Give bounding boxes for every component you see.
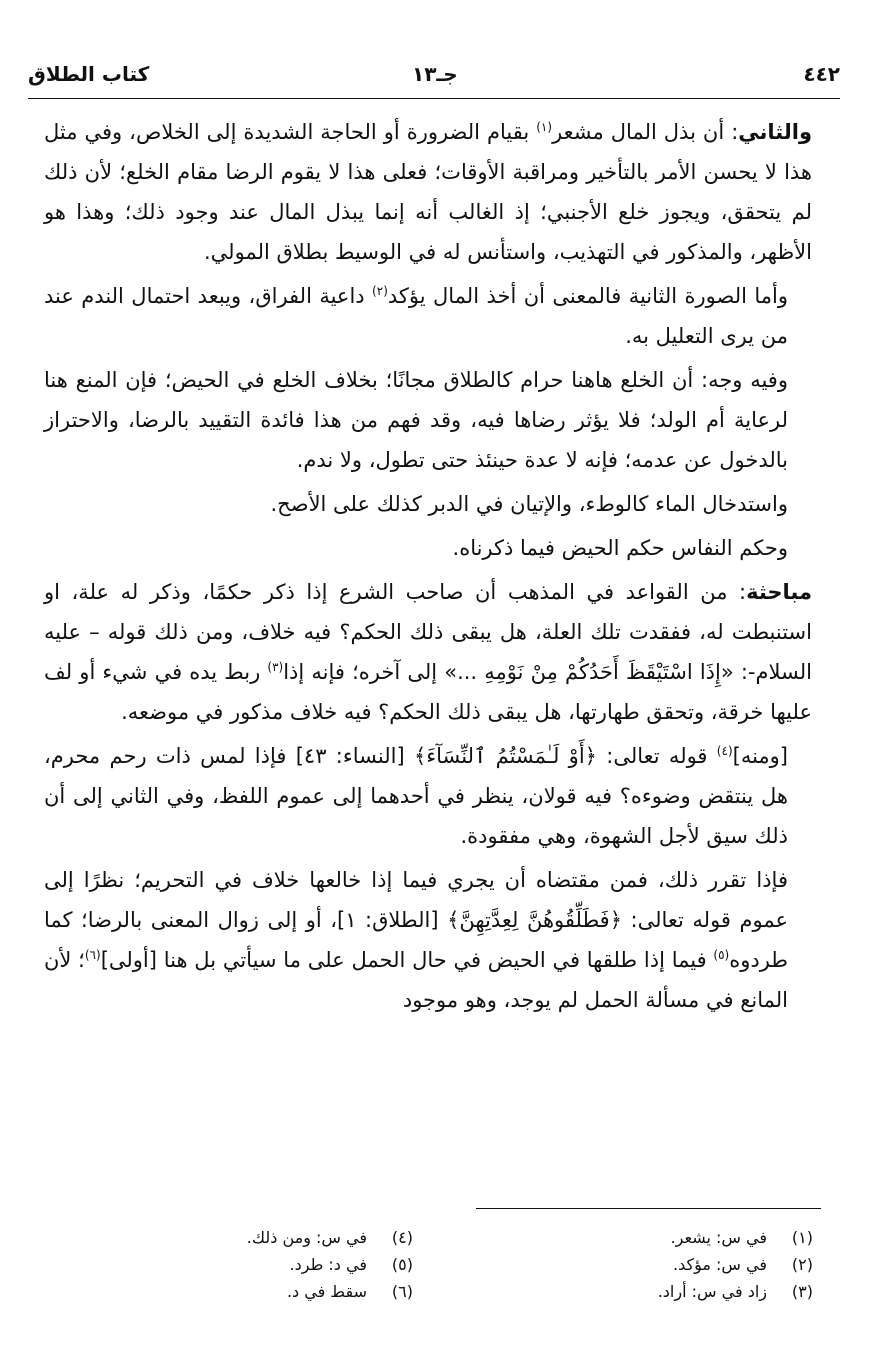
footnote-ref: (٦) (84, 948, 101, 962)
book-title: كتاب الطلاق (28, 62, 150, 86)
paragraph-text: وحكم النفاس حكم الحيض فيما ذكرناه. (452, 536, 788, 560)
page-number: ٤٤٢ (803, 62, 840, 86)
paragraph-lead: والثاني (738, 120, 813, 144)
footnote-text: في س: مؤكد. (672, 1255, 767, 1274)
footnote-ref: (٢) (372, 284, 388, 298)
footnote-number: (٢) (791, 1255, 813, 1274)
paragraph (44, 484, 812, 524)
paragraph-text: وفيه وجه: أن الخلع هاهنا حرام كالطلاق مجانًا؛ بخلاف الخلع في الحيض؛ فإن المنع هنا لرعاية أم الولد؛ فلا يؤثر رضاها فيه، وقد فهم من هذا فائدة التقييد بالرضا، والاحتراز بالدخول عن عدمه؛ فإنه لا عدة حينئذ حتى تطول، ولا ندم. (44, 368, 788, 472)
paragraph-text: قوله تعالى: ﴿أَوْ لَـٰمَسْتُمُ ٱلنِّسَآءَ﴾ [النساء: ٤٣] فإذا لمس ذات رحم محرم، هل ينتقض وضوءه؟ فيه قولان، ينظر في أحدهما إلى عموم اللفظ، وفي الثاني إلى أن ذلك سيق لأجل الشهوة، وهي مفقودة. (44, 744, 788, 848)
paragraph (44, 276, 812, 356)
footnote-text: في س: ومن ذلك. (246, 1228, 367, 1247)
footnote (153, 1224, 413, 1251)
paragraph-text: فيما إذا طلقها في الحيض في حال الحمل على ما سيأتي بل هنا [أولى] (100, 948, 714, 972)
main-text (44, 112, 812, 1024)
paragraph-text: داعية الفراق، ويبعد احتمال الندم عند من يرى التعليل به. (44, 284, 788, 348)
paragraph-text: : أن بذل المال مشعر (552, 120, 739, 144)
footnote-number: (٦) (391, 1282, 413, 1301)
footnote (533, 1251, 813, 1278)
footnotes-column-right (533, 1224, 813, 1305)
paragraph (44, 360, 812, 480)
footnote-text: في د: طرد. (289, 1255, 367, 1274)
footnote (533, 1278, 813, 1305)
footnote (533, 1224, 813, 1251)
footnote-text: سقط في د. (286, 1282, 367, 1301)
footnote (153, 1278, 413, 1305)
paragraph (44, 112, 812, 272)
paragraph-text: واستدخال الماء كالوطء، والإتيان في الدبر كذلك على الأصح. (270, 492, 788, 516)
footnote-text: زاد في س: أراد. (657, 1282, 767, 1301)
footnote-number: (١) (791, 1228, 813, 1247)
footnote-text: في س: يشعر. (670, 1228, 767, 1247)
footnote-number: (٣) (791, 1282, 813, 1301)
footnote-number: (٤) (391, 1228, 413, 1247)
footnote-number: (٥) (391, 1255, 413, 1274)
paragraph (44, 572, 812, 732)
paragraph-text: [ومنه] (732, 744, 788, 768)
paragraph (44, 736, 812, 856)
footnote-ref: (١) (536, 120, 553, 134)
paragraph-text: وأما الصورة الثانية فالمعنى أن أخذ المال يؤكد (387, 284, 789, 308)
footnotes-column-left (153, 1224, 413, 1305)
footnote-ref: (٤) (716, 744, 733, 758)
paragraph-text: فإذا تقرر ذلك، فمن مقتضاه أن يجري فيما إذا خالعها خلاف في التحريم؛ نظرًا إلى عموم قوله تعالى: ﴿فَطَلِّقُوهُنَّ لِعِدَّتِهِنَّ﴾ [الطلاق: ١]، أو إلى زوال المعنى بالرضا؛ كما طردوه (44, 868, 789, 972)
paragraph-lead: مباحثة (746, 580, 812, 604)
footnote-ref: (٥) (713, 948, 730, 962)
footnote (153, 1251, 413, 1278)
paragraph-text: ربط يده في شيء أو لف عليها خرقة، وتحقق طهارتها، هل يبقى ذلك الحكم؟ فيه خلاف مذكور في موضعه. (44, 660, 812, 724)
paragraph-text: بقيام الضرورة أو الحاجة الشديدة إلى الخلاص، وفي مثل هذا لا يحسن الأمر بالتأخير ومراقبة الأوقات؛ فعلى هذا لا يقوم الرضا مقام الخلع؛ لأن ذلك لم يتحقق، ويجوز خلع الأجنبي؛ إذ الغالب أنه إنما يبذل المال عند وجود ذلك؛ وهذا هو الأظهر، والمذكور في التهذيب، واستأنس له في الوسيط بطلاق المولي. (44, 120, 812, 264)
volume-label: جـ١٣ (412, 62, 458, 86)
paragraph-text: : من القواعد في المذهب أن صاحب الشرع إذا ذكر حكمًا، وذكر له علة، او استنبطت له، ففقدت تلك العلة، هل يبقى ذلك الحكم؟ فيه خلاف، ومن ذلك قوله – عليه السلام-: «إِذَا اسْتَيْقَظَ أَحَدُكُمْ مِنْ نَوْمِهِ ...» إلى آخره؛ فإنه إذا (44, 580, 812, 684)
paragraph (44, 860, 812, 1020)
running-header (28, 58, 840, 99)
paragraph (44, 528, 812, 568)
paragraph-text: ؛ لأن المانع في مسألة الحمل لم يوجد، وهو موجود (44, 948, 788, 1012)
footnote-separator (476, 1208, 821, 1209)
footnote-ref: (٣) (267, 660, 284, 674)
